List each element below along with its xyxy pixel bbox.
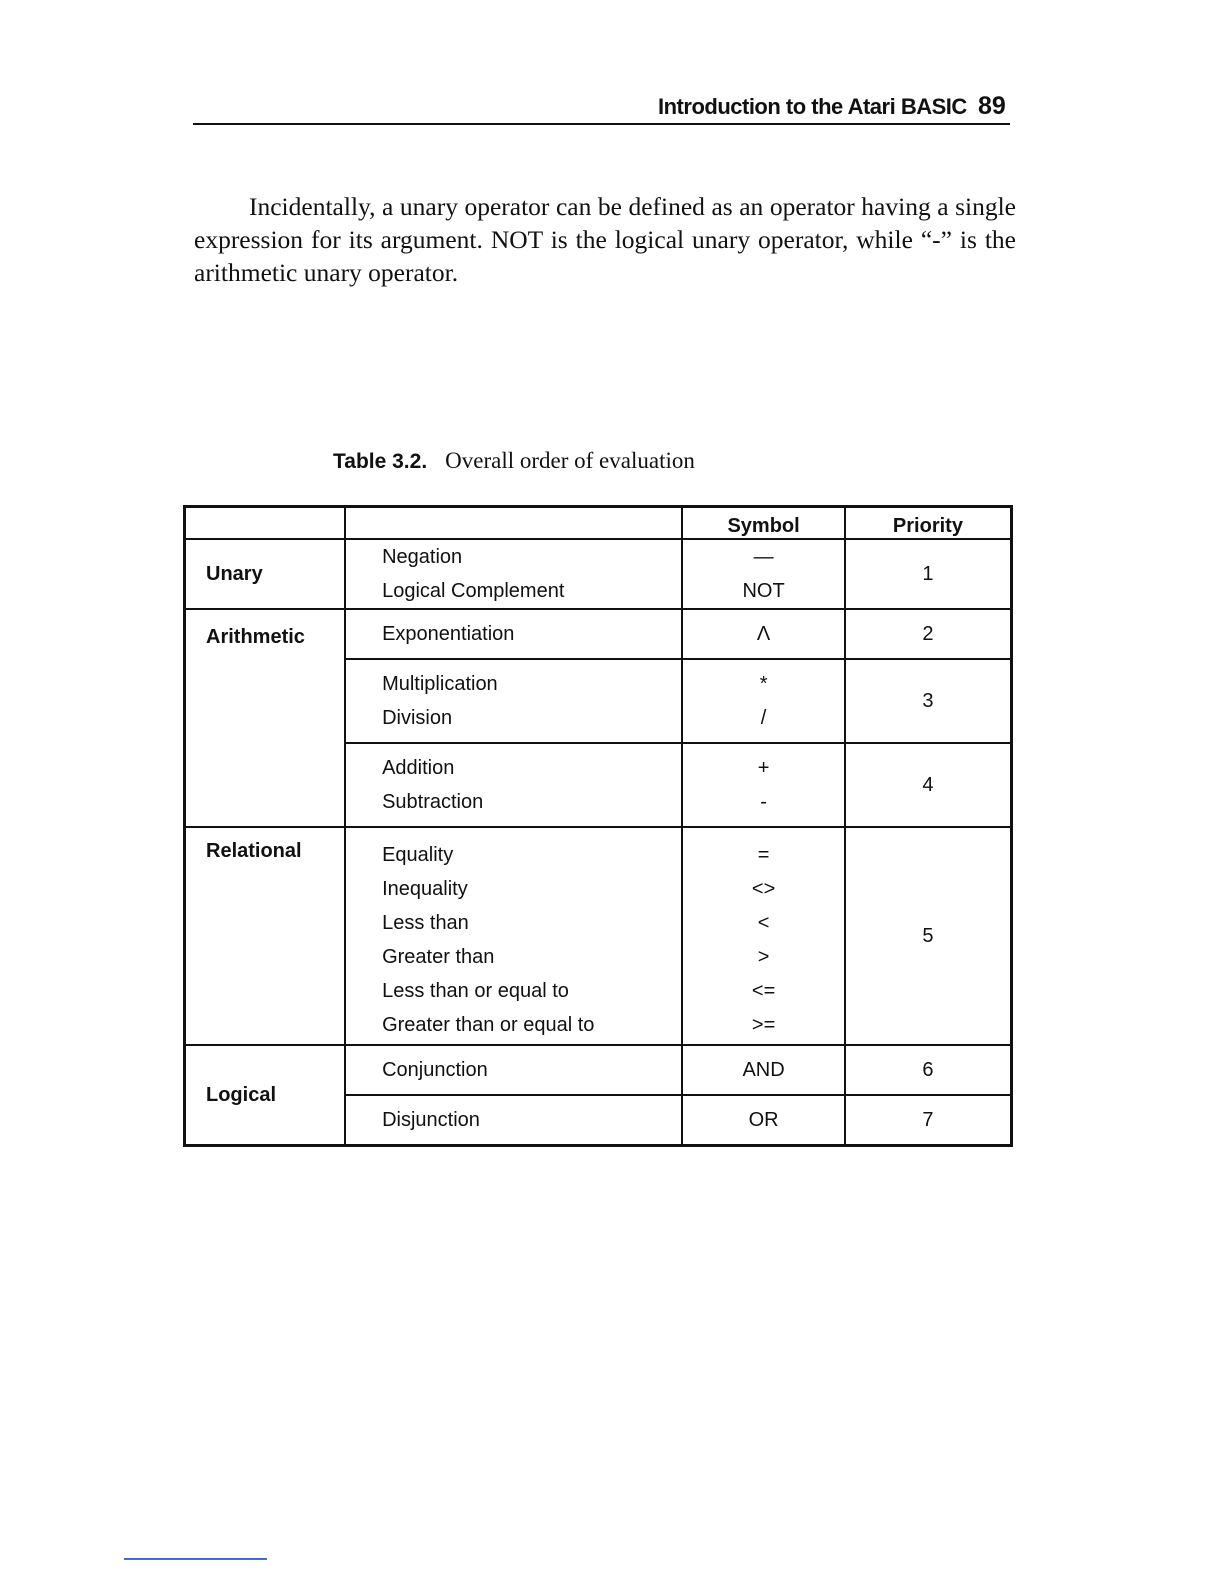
symbol: <= bbox=[751, 980, 776, 1003]
body-paragraph: Incidentally, a unary operator can be defined as an operator having a single expression for its argument. NOT is the logical unary operator, while “-” is the arithmetic unary operator. bbox=[194, 192, 1016, 287]
ops-addition-subtraction bbox=[345, 743, 682, 827]
priority-disjunction: 7 bbox=[845, 1095, 1012, 1145]
ops-unary bbox=[345, 539, 682, 609]
symbol: OR bbox=[748, 1109, 779, 1132]
ops-disjunction bbox=[345, 1095, 682, 1145]
operation: Negation bbox=[382, 546, 463, 569]
priority-conjunction: 6 bbox=[845, 1045, 1012, 1095]
table-caption-label: Table 3.2. bbox=[333, 450, 428, 473]
footnote-rule bbox=[124, 1558, 267, 1560]
operation: Addition bbox=[382, 757, 455, 780]
header-blank-group bbox=[185, 507, 346, 540]
priority-unary: 1 bbox=[845, 539, 1012, 609]
operation: Greater than bbox=[382, 946, 495, 969]
operation: Inequality bbox=[382, 878, 468, 901]
symbol: >= bbox=[751, 1014, 776, 1037]
symbols-relational bbox=[682, 827, 845, 1045]
table-row-conjunction bbox=[185, 1045, 1012, 1095]
operation: Greater than or equal to bbox=[382, 1014, 595, 1037]
symbols-multiplication-division bbox=[682, 659, 845, 743]
priority-exponentiation: 2 bbox=[845, 609, 1012, 659]
operation: Disjunction bbox=[382, 1109, 480, 1132]
group-label: Logical bbox=[206, 1083, 277, 1106]
operation: Less than or equal to bbox=[382, 980, 569, 1003]
group-logical bbox=[185, 1045, 346, 1145]
symbol: * bbox=[759, 673, 768, 696]
symbols-exponentiation bbox=[682, 609, 845, 659]
symbol: > bbox=[757, 946, 770, 969]
table-row-unary bbox=[185, 539, 1012, 609]
symbols-unary bbox=[682, 539, 845, 609]
symbol: < bbox=[757, 912, 770, 935]
table-header-row bbox=[185, 507, 1012, 540]
symbol: NOT bbox=[742, 580, 785, 603]
page-number: 89 bbox=[978, 92, 1006, 120]
group-unary bbox=[185, 539, 346, 609]
ops-relational bbox=[345, 827, 682, 1045]
symbol: Λ bbox=[756, 623, 771, 646]
group-relational bbox=[185, 827, 346, 1045]
table-caption bbox=[333, 448, 695, 474]
priority-addition-subtraction: 4 bbox=[845, 743, 1012, 827]
table-row-relational bbox=[185, 827, 1012, 1045]
operation: Equality bbox=[382, 844, 454, 867]
table-row-exponentiation bbox=[185, 609, 1012, 659]
symbol: = bbox=[757, 844, 770, 867]
operation: Division bbox=[382, 707, 453, 730]
evaluation-order-table bbox=[183, 505, 1013, 1147]
running-header-title: Introduction to the Atari BASIC bbox=[658, 94, 967, 119]
header-rule bbox=[193, 123, 1010, 125]
operation: Conjunction bbox=[382, 1059, 488, 1082]
priority-relational: 5 bbox=[845, 827, 1012, 1045]
ops-exponentiation bbox=[345, 609, 682, 659]
priority-multiplication-division: 3 bbox=[845, 659, 1012, 743]
header-symbol: Symbol bbox=[682, 507, 845, 540]
ops-conjunction bbox=[345, 1045, 682, 1095]
operation: Logical Complement bbox=[382, 580, 565, 603]
header-priority: Priority bbox=[845, 507, 1012, 540]
symbols-conjunction bbox=[682, 1045, 845, 1095]
operation: Subtraction bbox=[382, 791, 484, 814]
ops-multiplication-division bbox=[345, 659, 682, 743]
symbol: <> bbox=[751, 878, 776, 901]
operation: Less than bbox=[382, 912, 469, 935]
header-blank-operation bbox=[345, 507, 682, 540]
group-label: Arithmetic bbox=[206, 626, 305, 649]
operation: Multiplication bbox=[382, 673, 498, 696]
group-label: Relational bbox=[206, 840, 302, 863]
symbol: AND bbox=[742, 1059, 785, 1082]
symbol: / bbox=[760, 707, 767, 730]
operation: Exponentiation bbox=[382, 623, 515, 646]
symbols-disjunction bbox=[682, 1095, 845, 1145]
group-label: Unary bbox=[206, 562, 263, 585]
group-arithmetic bbox=[185, 609, 346, 827]
symbol: - bbox=[760, 791, 767, 814]
symbol: + bbox=[757, 757, 770, 780]
symbol: — bbox=[753, 546, 774, 569]
table-caption-text: Overall order of evaluation bbox=[445, 448, 695, 473]
symbols-addition-subtraction bbox=[682, 743, 845, 827]
